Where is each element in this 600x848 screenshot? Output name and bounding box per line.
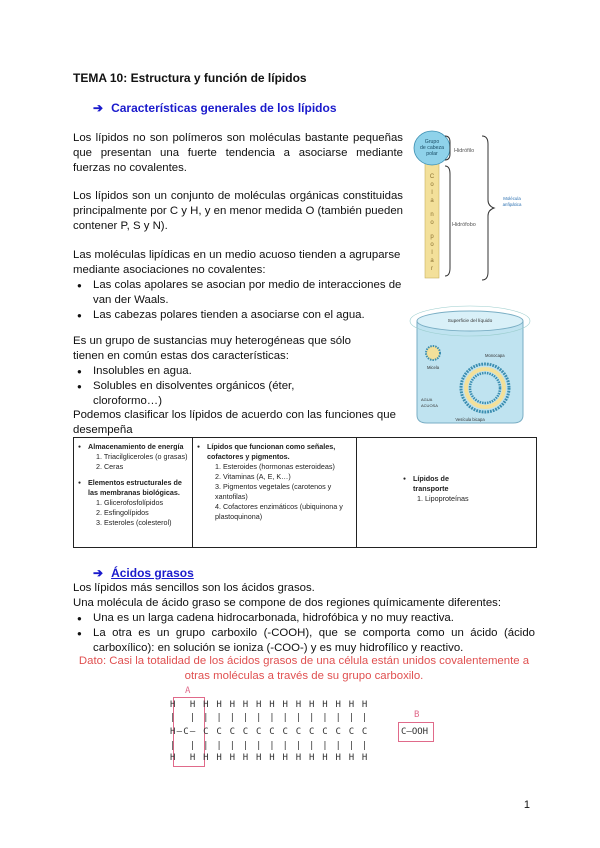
svg-text:Vesícula bicapa: Vesícula bicapa — [455, 417, 485, 422]
fatty-acid-intro: Los lípidos más sencillos son los ácidos grasos. Una molécula de ácido graso se compone de dos regiones químicamente diferentes: ● Una es un larga cadena hidrocarbonada, hidrofóbica y no muy reactiva. ● La otra es un grupo carboxilo (-COOH), que se comporta como un ácido (ácido carboxílico): en solución se ioniza (-COO-) y es muy hidrofílico y reactivo. — [73, 581, 535, 656]
list-item: ● La otra es un grupo carboxilo (-COOH), que se comporta como un ácido (ácido carboxílico): en solución se ioniza (-COO-) y es muy hidrofílico y reactivo. — [73, 626, 535, 656]
lipid-function-table — [73, 437, 537, 548]
page-title: TEMA 10: Estructura y función de lípidos — [73, 71, 307, 85]
lipid-aggregates-figure — [405, 303, 535, 428]
list-item: ● Insolubles en agua. — [73, 364, 353, 379]
table-column: ● Lípidos que funcionan como señales, cofactores y pigmentos. 1. Esteroides (hormonas esteroideas) 2. Vitaminas (A, E, K…) 3. Pigmentos vegetales (carotenos y xantofilas) 4. Cofactores enzimáticos (ubiquinona y plastoquinona) — [192, 438, 351, 547]
surface-label: Superficie del líquido — [447, 319, 493, 324]
hydrophilic-label: Hidrófilo — [454, 148, 475, 154]
label-b: B — [414, 710, 420, 720]
table-column: ● Lípidos de transporte 1. Lipoproteínas — [356, 438, 527, 547]
section-heading-acidos: ➔ Ácidos grasos — [93, 566, 194, 580]
paragraph-2: Los lípidos son un conjunto de moléculas orgánicas constituidas principalmente por C y H, y en menor medida O (también pueden contener P, S y N). — [73, 190, 403, 232]
arrow-icon: ➔ — [93, 101, 104, 115]
list-item: ● Las cabezas polares tienden a asociarse con el agua. — [73, 308, 403, 323]
hydrophobic-label: Hidrófobo — [452, 222, 476, 228]
paragraph-1: Los lípidos no son polímeros son moléculas bastante pequeñas que presentan una fuerte tendencia a asociarse mediante fuerzas no covalentes. — [73, 132, 403, 174]
data-note: Dato: Casi la totalidad de los ácidos grasos de una célula están unidos covalentemente a otras moléculas a través de su grupo carboxilo. — [78, 655, 530, 682]
svg-text:AGUA: AGUA — [421, 397, 433, 402]
svg-text:Micela: Micela — [427, 365, 440, 370]
section-heading-caracteristicas: ➔ Características generales de los lípidos — [93, 101, 337, 115]
list-item: ● Las colas apolares se asocian por medio de interacciones de van der Waals. — [73, 278, 403, 308]
svg-text:Grupode cabezapolar: Grupo de cabeza polar — [420, 139, 444, 157]
svg-text:ACUOSA: ACUOSA — [421, 403, 438, 408]
svg-text:Monocapa: Monocapa — [485, 353, 505, 358]
label-a: A — [185, 686, 191, 696]
tail-label: C o l a n o p o l a r — [429, 174, 435, 272]
fatty-acid-formula: A H H H H H H H H H H H H H H H | | | | | | | | | | | | | | | H—C— C C C C C C C C C C C C C | | | | | | | | | | | | | | | H H H H H H H H H H H H H H H B C—OOH — [170, 686, 440, 776]
paragraph-5: Podemos clasificar los lípidos de acuerdo con las funciones que desempeña — [73, 409, 396, 436]
amphipathic-label: Molécula anfipática — [502, 196, 522, 207]
micelle — [426, 346, 440, 360]
table-column: ● Almacenamiento de energía 1. Triacilgliceroles (o grasas) 2. Ceras ● Elementos estructurales de las membranas biológicas. 1. Glicerofosfolípidos 2. Esfingolípidos 3. Esteroles (colesterol) — [74, 438, 192, 547]
list-item: ● Una es un larga cadena hidrocarbonada, hidrofóbica y no muy reactiva. — [73, 611, 535, 626]
paragraph-4: Es un grupo de sustancias muy heterogéneas que sólo tienen en común estas dos características: ● Insolubles en agua. ● Solubles en disolventes orgánicos (éter, cloroformo…) — [73, 334, 353, 409]
paragraph-3: Las moléculas lipídicas en un medio acuoso tienden a agruparse mediante asociaciones no covalentes: ● Las colas apolares se asocian por medio de interacciones de van der Waals. ● Las cabezas polares tienden a asociarse con el agua. — [73, 248, 403, 323]
arrow-icon: ➔ — [93, 566, 104, 580]
list-item: ● Solubles en disolventes orgánicos (éter, cloroformo…) — [73, 379, 353, 409]
amphipathic-molecule-figure — [412, 130, 537, 285]
page-number: 1 — [523, 799, 530, 811]
